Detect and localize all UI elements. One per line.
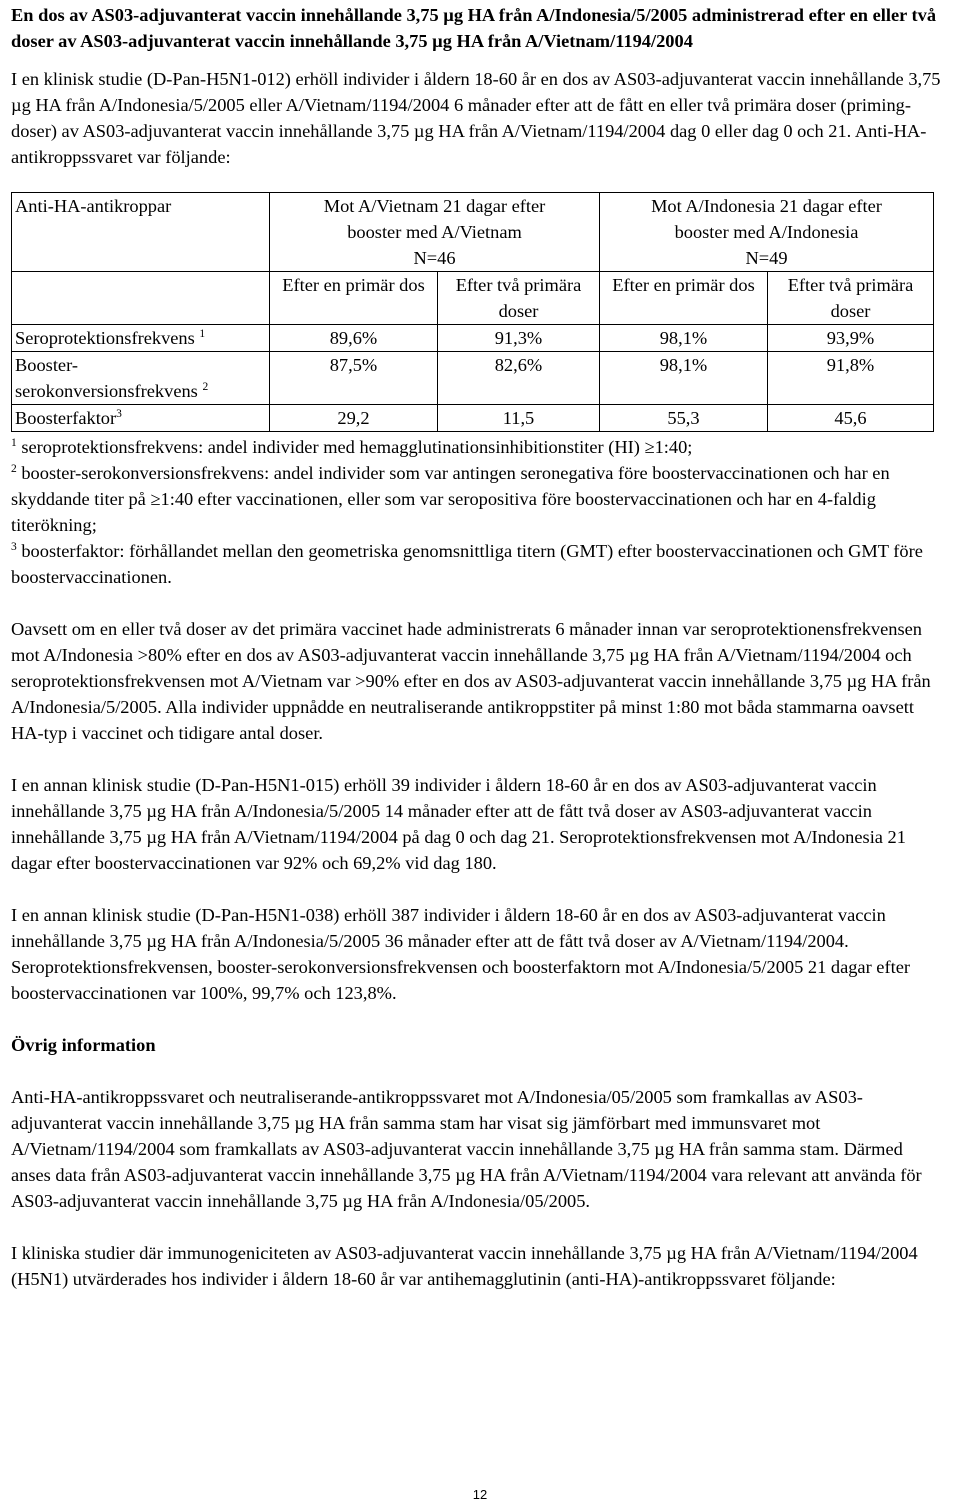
table-row [12,352,934,405]
footnote-3 [11,538,941,590]
footnote-text: seroprotektionsfrekvens: andel individer med hemagglutinationsinhibitionstiter (HI) [21,437,645,457]
footnote-2 [11,460,941,538]
group-indonesia-header [600,193,934,272]
footnote-ref: 1 [199,328,206,340]
row-header-label: Anti-HA-antikroppar [15,196,172,216]
ge-symbol: ≥ [644,437,655,457]
table-footnotes [11,434,941,590]
table-cell: 98,1% [600,325,768,352]
table-subheader-row [12,272,934,325]
subheader-cell: Efter två primära doser [438,272,600,325]
subheader-cell: Efter en primär dos [600,272,768,325]
empty-cell [12,272,270,325]
footnote-mark: 2 [11,463,17,475]
table-cell: 91,3% [438,325,600,352]
table-cell: 29,2 [270,405,438,432]
subheader-cell: Efter två primära doser [768,272,934,325]
table-cell: 55,3 [600,405,768,432]
paragraph: I en annan klinisk studie (D-Pan-H5N1-038) erhöll 387 individer i åldern 18-60 år en dos av AS03-adjuvanterat vaccin innehållande 3,75 µg HA från A/Indonesia/5/2005 36 månader efter att de fått två doser av A/Vietnam/1194/2004. Seroprotektionsfrekvensen, booster-serokonversionsfrekvensen och boosterfaktorn mot A/Indonesia/5/2005 21 dagar efter boostervaccinationen var 100%, 99,7% och 123,8%. [11,905,910,1003]
table-cell: 93,9% [768,325,934,352]
table-cell: 82,6% [438,352,600,405]
paragraph: Oavsett om en eller två doser av det primära vaccinet hade administrerats 6 månader innan var seroprotektionensfrekvensen mot A/Indonesia >80% efter en dos av AS03-adjuvanterat vaccin innehållande 3,75 µg HA från A/Vietnam/1194/2004 och seroprotektionsfrekvensen mot A/Vietnam var >90% efter en dos av AS03-adjuvanterat vaccin innehållande 3,75 µg HA från A/Indonesia/5/2005. Alla individer uppnådde en neutraliserande antikroppstiter på minst 1:80 mot båda stammarna oavsett HA-typ i vaccinet och tidigare antal doser. [11,619,931,743]
row-label [12,352,270,405]
antibody-results-table [11,192,934,432]
footnote-mark: 3 [11,541,17,553]
table-cell: 87,5% [270,352,438,405]
subheader-cell: Efter en primär dos [270,272,438,325]
paragraph: Anti-HA-antikroppssvaret och neutraliserande-antikroppssvaret mot A/Indonesia/05/2005 som framkallas av AS03-adjuvanterat vaccin innehållande 3,75 µg HA från samma stam har visat sig jämförbart med immunsvaret mot A/Vietnam/1194/2004 som framkallats av AS03-adjuvanterat vaccin innehållande 3,75 µg HA från samma stam. Därmed anses data från AS03-adjuvanterat vaccin innehållande 3,75 µg HA från A/Vietnam/1194/2004 vara relevant att använda för AS03-adjuvanterat vaccin innehållande 3,75 µg HA från A/Indonesia/05/2005. [11,1087,922,1211]
row-label-text: Seroprotektionsfrekvens [15,328,195,348]
footnote-ref: 2 [202,381,209,393]
row-label-text: Booster- [15,355,78,375]
row-label [12,405,270,432]
table-cell: 91,8% [768,352,934,405]
paragraph: I en annan klinisk studie (D-Pan-H5N1-015) erhöll 39 individer i åldern 18-60 år en dos av AS03-adjuvanterat vaccin innehållande 3,75 µg HA från A/Indonesia/5/2005 14 månader efter att de fått två doser av AS03-adjuvanterat vaccin innehållande 3,75 µg HA från A/Vietnam/1194/2004 på dag 0 och dag 21. Seroprotektionsfrekvensen mot A/Indonesia 21 dagar efter boostervaccinationen var 92% och 69,2% vid dag 180. [11,775,906,873]
footnote-text: 1:40 efter vaccinationen, eller som var seropositiva före boostervaccinationen och har en 4-faldig titerökning; [11,489,876,535]
row-label [12,325,270,352]
footnote-text: 1:40; [654,437,693,457]
row-label-text: Boosterfaktor [15,408,117,428]
paragraph: I kliniska studier där immunogeniciteten av AS03-adjuvanterat vaccin innehållande 3,75 µg HA från A/Vietnam/1194/2004 (H5N1) utvärderades hos individer i åldern 18-60 år var antihemagglutinin (anti-HA)-antikroppssvaret följande: [11,1243,918,1289]
row-header-cell [12,193,270,272]
group-indonesia-line1: Mot A/Indonesia 21 dagar efter [651,196,882,216]
document-page [11,0,941,1292]
subheading: Övrig information [11,1035,156,1055]
group-indonesia-n: N=49 [745,248,788,268]
intro-paragraph: I en klinisk studie (D-Pan-H5N1-012) erhöll individer i åldern 18-60 år en dos av AS03-adjuvanterat vaccin innehållande 3,75 µg HA från A/Indonesia/5/2005 eller A/Vietnam/1194/2004 6 månader efter att de fått en eller två primära doser (priming-doser) av AS03-adjuvanterat vaccin innehållande 3,75 µg HA från A/Vietnam/1194/2004 dag 0 eller dag 0 och 21. Anti-HA-antikroppssvaret var följande: [11,69,941,167]
table-cell: 98,1% [600,352,768,405]
table-header-row [12,193,934,272]
footnote-1 [11,434,941,460]
footnote-ref: 3 [116,408,122,420]
table-row [12,325,934,352]
table-cell: 11,5 [438,405,600,432]
row-label-text: serokonversionsfrekvens [15,381,198,401]
ge-symbol: ≥ [150,489,161,509]
footnote-mark: 1 [11,437,17,449]
footnote-text: booster-serokonversionsfrekvens: andel individer som var antingen seronegativa före boostervaccinationen och har en skyddande titer på [11,463,890,509]
section-heading: En dos av AS03-adjuvanterat vaccin innehållande 3,75 µg HA från A/Indonesia/5/2005 administrerad efter en eller två doser av AS03-adjuvanterat vaccin innehållande 3,75 µg HA från A/Vietnam/1194/2004 [11,5,937,51]
group-indonesia-line2: booster med A/Indonesia [674,222,859,242]
table-cell: 89,6% [270,325,438,352]
table-row [12,405,934,432]
page-number: 12 [472,1487,488,1502]
group-vietnam-line1: Mot A/Vietnam 21 dagar efter [323,196,546,216]
group-vietnam-line2: booster med A/Vietnam [347,222,522,242]
group-vietnam-n: N=46 [413,248,456,268]
footnote-text: boosterfaktor: förhållandet mellan den geometriska genomsnittliga titern (GMT) efter boostervaccinationen och GMT före boostervaccinationen. [11,541,923,587]
table-cell: 45,6 [768,405,934,432]
group-vietnam-header [270,193,600,272]
